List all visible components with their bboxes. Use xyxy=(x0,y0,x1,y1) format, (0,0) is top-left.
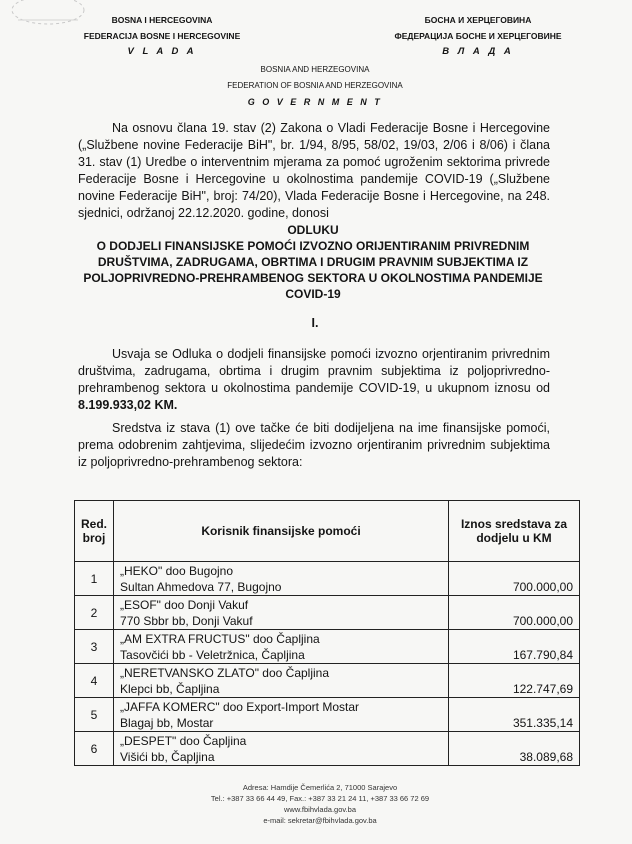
header-amount: Iznos sredstava za dodjelu u KM xyxy=(449,501,580,562)
decision-title-subject: O DODJELI FINANSIJSKE POMOĆI IZVOZNO ORIJENTIRANIM PRIVREDNIM DRUŠTVIMA, ZADRUGAMA, OBRTIMA I DRUGIM PRAVNIM SUBJEKTIMA IZ POLJOPRIVREDNO-PREHRAMBENOG SEKTORA U OKOLNOSTIMA PANDEMIJE COVID-19 xyxy=(83,239,543,301)
row-amount: 351.335,14 xyxy=(449,698,580,732)
table-row xyxy=(75,732,580,766)
row-beneficiary xyxy=(114,698,449,732)
row-number: 1 xyxy=(75,562,114,596)
row-beneficiary xyxy=(114,664,449,698)
row-number: 6 xyxy=(75,732,114,766)
decision-title xyxy=(78,222,548,302)
footer-web[interactable]: www.fbihvlada.gov.ba xyxy=(284,805,356,814)
table-row xyxy=(75,698,580,732)
beneficiaries-table xyxy=(74,500,580,766)
header-center-country: BOSNIA AND HERZEGOVINA xyxy=(260,65,370,74)
footer-email[interactable]: e-mail: sekretar@fbihvlada.gov.ba xyxy=(263,816,377,825)
paragraph-2: Sredstva iz stava (1) ove tačke će biti dodijeljena na ime finansijske pomoći, prema odobrenim zahtjevima, slijedećim izvozno orjentiranim privrednim subjektima iz poljoprivredno-prehrambenog sektora: xyxy=(78,421,550,469)
header-left xyxy=(62,12,262,60)
beneficiary-address: Tasovčići bb - Veletržnica, Čapljina xyxy=(120,647,305,662)
header-number: Red. broj xyxy=(75,501,114,562)
beneficiary-address: Višići bb, Čapljina xyxy=(120,749,215,764)
header-right xyxy=(378,12,578,60)
header-left-federation: FEDERACIJA BOSNE I HERCEGOVINE xyxy=(83,31,241,41)
row-beneficiary xyxy=(114,596,449,630)
table-row xyxy=(75,596,580,630)
header-left-country: BOSNA I HERCEGOVINA xyxy=(111,15,213,25)
header-right-country: БОСНА И ХЕРЦЕГОВИНА xyxy=(424,15,532,25)
header-right-federation: ФЕДЕРАЦИЈА БОСНЕ И ХЕРЦЕГОВИНЕ xyxy=(394,31,562,41)
row-amount: 700.000,00 xyxy=(449,562,580,596)
header-right-government: В Л А Д А xyxy=(442,46,514,57)
row-amount: 122.747,69 xyxy=(449,664,580,698)
table-row xyxy=(75,630,580,664)
row-number: 2 xyxy=(75,596,114,630)
footer-contact xyxy=(150,782,490,826)
header-beneficiary: Korisnik finansijske pomoći xyxy=(114,501,449,562)
intro-paragraph: Na osnovu člana 19. stav (2) Zakona o Vladi Federacije Bosne i Hercegovine („Službene novine Federacije BiH", br. 1/94, 8/95, 58/02, 19/03, 2/06 i 8/06) i člana 31. stav (1) Uredbe o interventnim mjerama za pomoć ugroženim sektorima privrede Federacije Bosne i Hercegovine u okolnostima pandemije COVID-19 („Službene novine Federacije BiH", broj: 74/20), Vlada Federacije Bosne i Hercegovine, na 248. sjednici, održanoj 22.12.2020. godine, donosi xyxy=(78,121,550,220)
total-amount: 8.199.933,02 KM. xyxy=(78,398,178,412)
header-left-government: V L A D A xyxy=(127,46,197,57)
row-amount: 38.089,68 xyxy=(449,732,580,766)
row-number: 4 xyxy=(75,664,114,698)
row-amount: 700.000,00 xyxy=(449,596,580,630)
row-number: 3 xyxy=(75,630,114,664)
table-row xyxy=(75,664,580,698)
paragraph-1 xyxy=(78,346,550,414)
beneficiary-address: Sultan Ahmedova 77, Bugojno xyxy=(120,579,282,594)
beneficiary-name: „NERETVANSKO ZLATO" doo Čapljina xyxy=(120,665,330,680)
footer-phones: Tel.: +387 33 66 44 49, Fax.: +387 33 21 24 11, +387 33 66 72 69 xyxy=(210,794,430,803)
header-center-government: G O V E R N M E N T xyxy=(247,97,383,107)
row-amount: 167.790,84 xyxy=(449,630,580,664)
beneficiary-address: 770 Sbbr bb, Donji Vakuf xyxy=(120,613,253,628)
beneficiary-name: „AM EXTRA FRUCTUS" doo Čapljina xyxy=(120,631,320,646)
table-row xyxy=(75,562,580,596)
header-center-federation: FEDERATION OF BOSNIA AND HERZEGOVINA xyxy=(227,81,403,90)
footer-address: Adresa: Hamdije Čemerlića 2, 71000 Sarajevo xyxy=(242,783,398,792)
table-header-row xyxy=(75,501,580,562)
row-beneficiary xyxy=(114,630,449,664)
beneficiary-name: „ESOF" doo Donji Vakuf xyxy=(120,597,249,612)
header-center xyxy=(160,62,470,110)
row-beneficiary xyxy=(114,562,449,596)
beneficiary-name: „HEKO" doo Bugojno xyxy=(120,563,234,578)
beneficiary-address: Blagaj bb, Mostar xyxy=(120,715,214,730)
row-number: 5 xyxy=(75,698,114,732)
beneficiary-name: „JAFFA KOMERC" doo Export-Import Mostar xyxy=(120,699,360,714)
paragraph-1-text: Usvaja se Odluka o dodjeli finansijske pomoći izvozno orjentiranim privrednim društvima, zadrugama, obrtima i drugim pravnim subjektima iz poljoprivredno-prehrambenog sektora u okolnostima pandemije COVID-19, u ukupnom iznosu od xyxy=(78,347,550,395)
beneficiary-name: „DESPET" doo Čapljina xyxy=(120,733,247,748)
beneficiary-address: Klepci bb, Čapljina xyxy=(120,681,220,696)
decision-title-word: ODLUKU xyxy=(287,223,339,237)
row-beneficiary xyxy=(114,732,449,766)
section-number: I. xyxy=(311,316,319,330)
